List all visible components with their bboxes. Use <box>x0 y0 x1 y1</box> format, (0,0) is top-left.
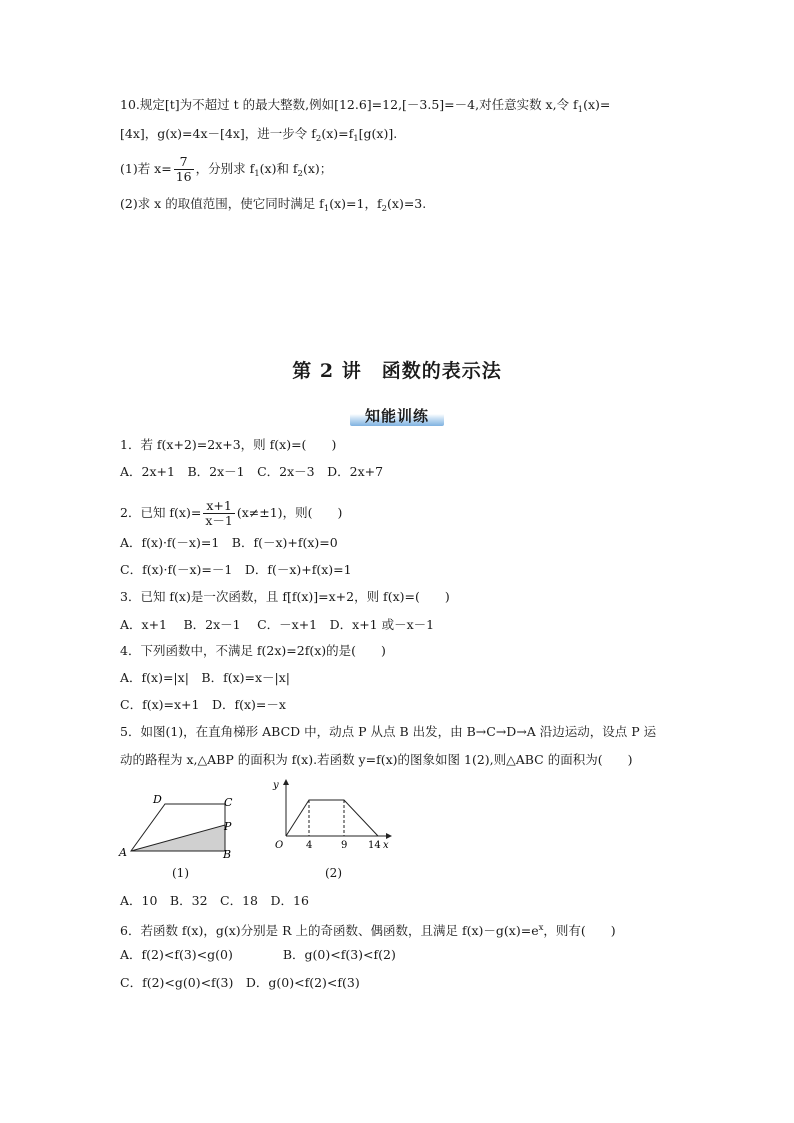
label-A: A <box>119 846 127 859</box>
q3-stem: 3．已知 f(x)是一次函数，且 f[f(x)]=x+2，则 f(x)=( ) <box>120 589 450 604</box>
q1-options: A．2x+1 B．2x－1 C．2x－3 D．2x+7 <box>120 464 384 479</box>
q10-line2: [4x]，g(x)=4x－[4x]，进一步令 $f_2(x)=f_1[g(x)]$. <box>120 126 398 144</box>
figure-1-trapezoid <box>115 792 245 862</box>
q10-line1: 10.规定[t]为不超过 t 的最大整数,例如[12.6]=12,[－3.5]=－4,对任意实数 x,令 $f_1(x)=$ <box>120 97 611 115</box>
q6-options-ab: A．f(2)<f(3)<g(0) B．g(0)<f(3)<f(2) <box>120 947 396 962</box>
q4-stem: 4．下列函数中，不满足 f(2x)=2f(x)的是( ) <box>120 643 386 658</box>
label-D: D <box>153 793 162 806</box>
label-B: B <box>223 848 232 861</box>
q5-line2: 动的路程为 x,△ABP 的面积为 f(x).若函数 y=f(x)的图象如图 1(2),则△ABC 的面积为( ) <box>120 752 633 767</box>
origin-label: O <box>275 840 284 851</box>
q2-options-ab: A．f(x)·f(－x)=1 B．f(－x)+f(x)=0 <box>120 535 338 550</box>
section-title: 第 2 讲 函数的表示法 <box>292 360 502 382</box>
y-axis-arrow <box>283 779 289 785</box>
q10-part1: (1)若 x= $\frac{7}{16}$ ，分别求 $f_1(x)$和 $f_2(x)$； <box>120 154 333 184</box>
tick-label-4: 4 <box>306 840 313 851</box>
q5-line1: 5．如图(1)，在直角梯形 ABCD 中，动点 P 从点 B 出发，由 B→C→D→A 沿边运动，设点 P 运 <box>120 724 657 739</box>
q1-stem: 1．若 f(x+2)=2x+3，则 f(x)=( ) <box>120 437 337 452</box>
q6-stem: 6．若函数 f(x)，g(x)分别是 R 上的奇函数、偶函数，且满足 $f(x)-g(x)=e^x$，则有( ) <box>120 923 616 938</box>
q2-options-cd: C．f(x)·f(－x)=－1 D．f(－x)+f(x)=1 <box>120 562 352 577</box>
q10-part2: (2)求 x 的取值范围，使它同时满足 $f_1(x)=1$，$f_2(x)=3$. <box>120 196 427 214</box>
q4-options-cd: C．f(x)=x+1 D．f(x)=－x <box>120 697 286 712</box>
q3-options: A．x+1 B．2x－1 C．－x+1 D．x+1 或－x－1 <box>120 617 435 632</box>
fraction-q2: $\frac{x+1}{x-1}$ <box>205 498 233 528</box>
q5-options: A．10 B．32 C．18 D．16 <box>120 893 309 908</box>
q2-stem: 2．已知 f(x)= $\frac{x+1}{x-1}$ (x≠±1)，则( ) <box>120 498 343 528</box>
fraction-7-16: $\frac{7}{16}$ <box>175 154 192 184</box>
q4-options-ab: A．f(x)=|x| B．f(x)=x－|x| <box>120 670 291 685</box>
label-C: C <box>224 796 233 809</box>
triangle-abp-shaded <box>131 825 225 851</box>
tick-label-14: 14 <box>368 840 381 851</box>
axis-label-x: x <box>383 840 389 851</box>
graph-polyline <box>286 800 378 836</box>
label-P: P <box>224 820 232 833</box>
figure-2-caption: (2) <box>325 866 342 880</box>
x-axis-arrow <box>386 833 392 839</box>
tick-label-9: 9 <box>341 840 348 851</box>
axis-label-y: y <box>273 780 279 791</box>
figure-1-caption: (1) <box>172 866 189 880</box>
section-badge <box>350 406 444 426</box>
section-badge-label: 知能训练 <box>364 407 429 425</box>
q6-options-cd: C．f(2)<g(0)<f(3) D．g(0)<f(2)<f(3) <box>120 975 360 990</box>
figure-2-graph <box>268 774 398 856</box>
